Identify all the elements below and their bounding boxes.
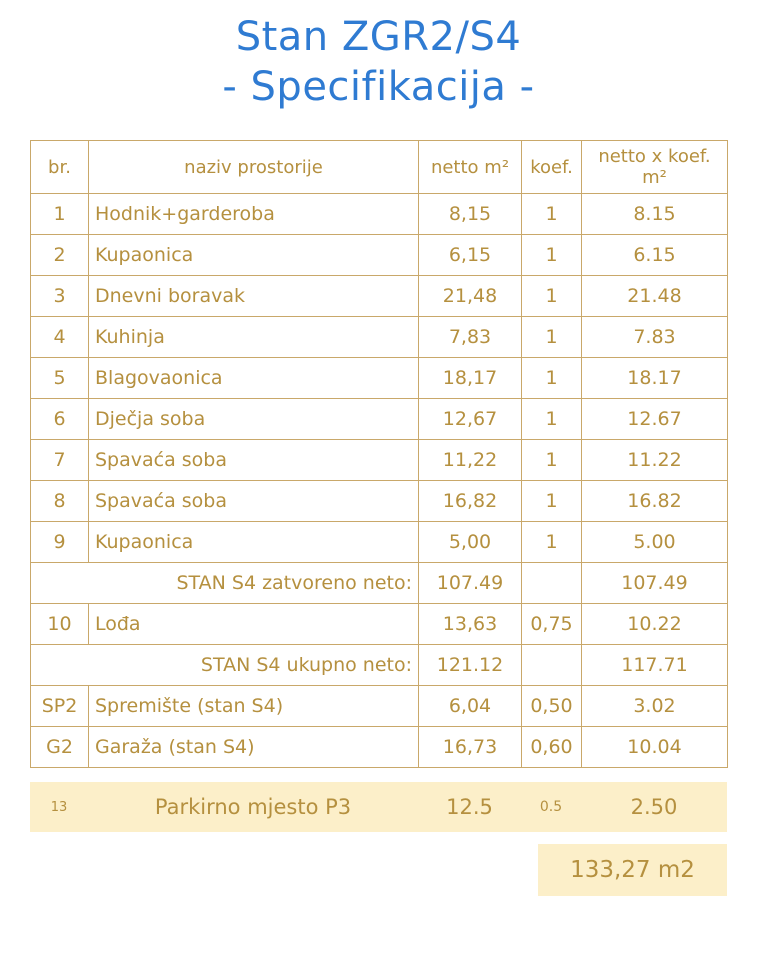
table-row: [31, 194, 728, 235]
row-name: Blagovaonica: [89, 358, 419, 399]
subtotal-all-row: [31, 645, 728, 686]
row-netto: 12,67: [419, 399, 522, 440]
row-total: 5.00: [582, 522, 728, 563]
row-total: 16.82: [582, 481, 728, 522]
row-netto: 7,83: [419, 317, 522, 358]
loggia-name: Lođa: [89, 604, 419, 645]
row-koef: 1: [522, 481, 582, 522]
table-row: [31, 235, 728, 276]
subtotal-closed-netto: 107.49: [419, 563, 522, 604]
table-row: [31, 276, 728, 317]
extra-netto: 16,73: [419, 727, 522, 768]
specification-table-wrap: [30, 140, 727, 896]
loggia-netto: 13,63: [419, 604, 522, 645]
parking-row: [30, 782, 727, 832]
title-block: [0, 0, 757, 114]
parking-koef: 0.5: [521, 782, 581, 832]
table-row: [31, 440, 728, 481]
header-koef: koef.: [522, 141, 582, 194]
row-koef: 1: [522, 522, 582, 563]
subtotal-closed-row: [31, 563, 728, 604]
row-name: Kuhinja: [89, 317, 419, 358]
subtotal-closed-label: STAN S4 zatvoreno neto:: [31, 563, 419, 604]
extra-total: 3.02: [582, 686, 728, 727]
row-koef: 1: [522, 276, 582, 317]
row-br: 4: [31, 317, 89, 358]
loggia-br: 10: [31, 604, 89, 645]
grand-total-wrap: [30, 844, 727, 896]
loggia-koef: 0,75: [522, 604, 582, 645]
row-br: 1: [31, 194, 89, 235]
table-row-loggia: [31, 604, 728, 645]
header-total: netto x koef. m²: [582, 141, 728, 194]
row-koef: 1: [522, 358, 582, 399]
row-netto: 11,22: [419, 440, 522, 481]
parking-br: 13: [30, 782, 88, 832]
extra-br: SP2: [31, 686, 89, 727]
row-netto: 21,48: [419, 276, 522, 317]
header-name: naziv prostorije: [89, 141, 419, 194]
row-total: 8.15: [582, 194, 728, 235]
row-br: 7: [31, 440, 89, 481]
row-name: Kupaonica: [89, 235, 419, 276]
table-header-row: [31, 141, 728, 194]
table-row: [31, 522, 728, 563]
row-total: 11.22: [582, 440, 728, 481]
row-name: Spavaća soba: [89, 481, 419, 522]
header-netto: netto m²: [419, 141, 522, 194]
row-total: 12.67: [582, 399, 728, 440]
row-br: 6: [31, 399, 89, 440]
table-row: [31, 358, 728, 399]
parking-table: [30, 782, 727, 832]
row-name: Kupaonica: [89, 522, 419, 563]
row-netto: 6,15: [419, 235, 522, 276]
row-br: 3: [31, 276, 89, 317]
subtotal-all-koef: [522, 645, 582, 686]
extra-name: Spremište (stan S4): [89, 686, 419, 727]
row-name: Spavaća soba: [89, 440, 419, 481]
row-name: Dječja soba: [89, 399, 419, 440]
parking-total: 2.50: [581, 782, 727, 832]
table-row: [31, 399, 728, 440]
subtotal-closed-total: 107.49: [582, 563, 728, 604]
subtotal-closed-koef: [522, 563, 582, 604]
extra-total: 10.04: [582, 727, 728, 768]
row-netto: 5,00: [419, 522, 522, 563]
row-netto: 16,82: [419, 481, 522, 522]
specification-table: [30, 140, 728, 768]
row-br: 9: [31, 522, 89, 563]
page-subtitle: - Specifikacija -: [222, 64, 535, 110]
extra-br: G2: [31, 727, 89, 768]
subtotal-all-netto: 121.12: [419, 645, 522, 686]
extra-netto: 6,04: [419, 686, 522, 727]
page-title: Stan ZGR2/S4: [235, 14, 522, 60]
table-row-extra: [31, 727, 728, 768]
row-netto: 8,15: [419, 194, 522, 235]
row-koef: 1: [522, 440, 582, 481]
parking-name: Parkirno mjesto P3: [88, 782, 418, 832]
table-row-extra: [31, 686, 728, 727]
table-row: [31, 317, 728, 358]
row-name: Dnevni boravak: [89, 276, 419, 317]
table-row: [31, 481, 728, 522]
header-br: br.: [31, 141, 89, 194]
extra-koef: 0,50: [522, 686, 582, 727]
loggia-total: 10.22: [582, 604, 728, 645]
parking-netto: 12.5: [418, 782, 521, 832]
row-koef: 1: [522, 399, 582, 440]
row-koef: 1: [522, 317, 582, 358]
row-total: 21.48: [582, 276, 728, 317]
row-total: 6.15: [582, 235, 728, 276]
row-br: 2: [31, 235, 89, 276]
row-br: 5: [31, 358, 89, 399]
row-br: 8: [31, 481, 89, 522]
row-name: Hodnik+garderoba: [89, 194, 419, 235]
row-koef: 1: [522, 235, 582, 276]
subtotal-all-total: 117.71: [582, 645, 728, 686]
extra-name: Garaža (stan S4): [89, 727, 419, 768]
subtotal-all-label: STAN S4 ukupno neto:: [31, 645, 419, 686]
row-total: 7.83: [582, 317, 728, 358]
row-netto: 18,17: [419, 358, 522, 399]
extra-koef: 0,60: [522, 727, 582, 768]
row-total: 18.17: [582, 358, 728, 399]
row-koef: 1: [522, 194, 582, 235]
grand-total: 133,27 m2: [538, 844, 727, 896]
